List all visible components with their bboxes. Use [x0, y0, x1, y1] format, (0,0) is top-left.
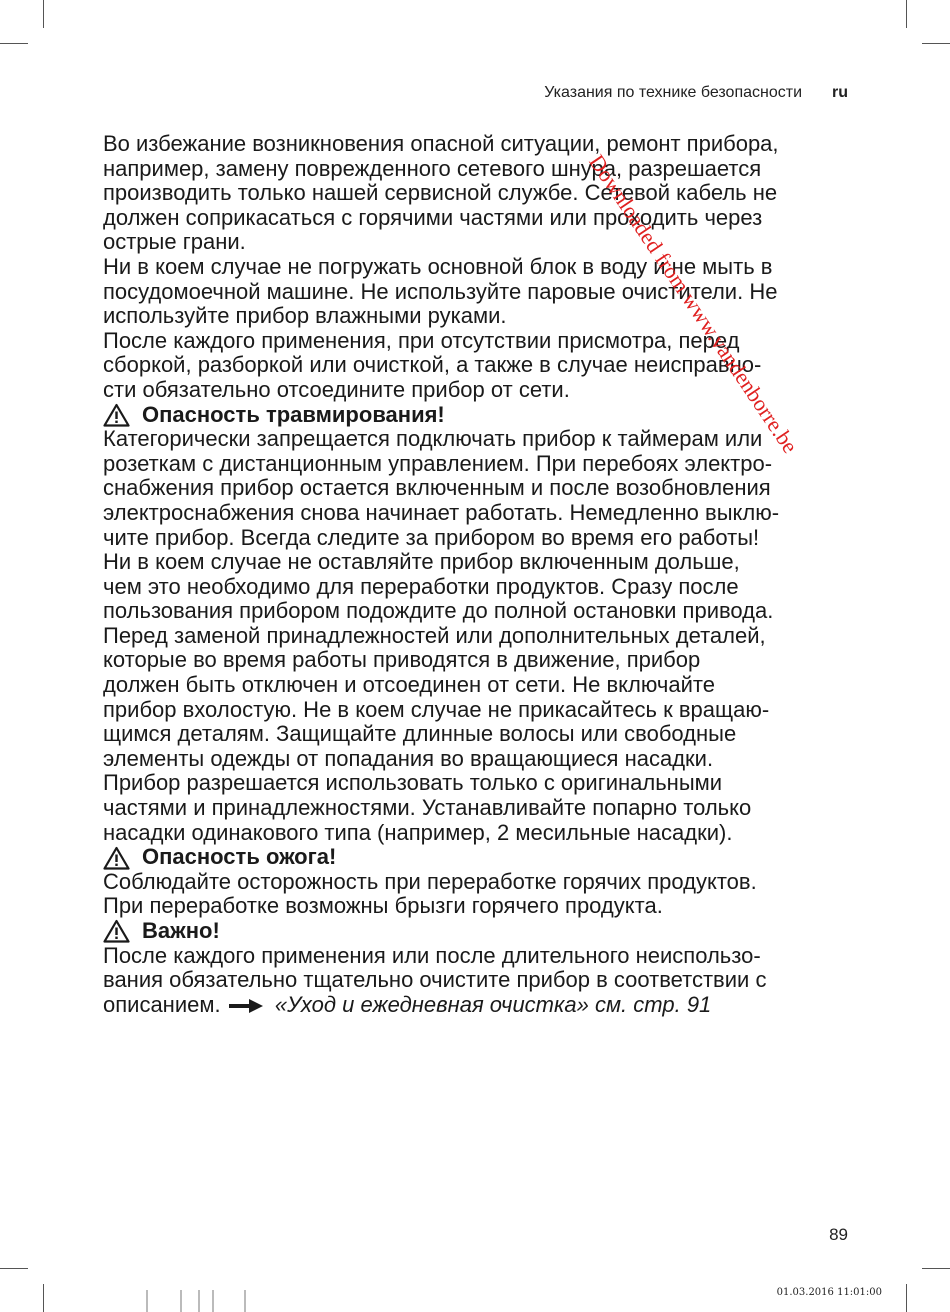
text-line: чем это необходимо для переработки продуктов. Сразу после — [103, 573, 739, 599]
text-line: острые грани. — [103, 229, 246, 255]
crop-mark — [906, 0, 907, 28]
warning-triangle-icon — [103, 846, 130, 870]
text-line: При переработке возможны брызги горячего продукта. — [103, 893, 663, 919]
injury-warning-heading — [103, 403, 855, 428]
text-line: сти обязательно отсоедините прибор от сети. — [103, 376, 570, 402]
text-line: вания обязательно тщательно очистите прибор в соответствии с — [103, 967, 767, 993]
crop-mark — [43, 1284, 44, 1312]
text-line: прибор вхолостую. Не в коем случае не прикасайтесь к вращаю- — [103, 696, 770, 722]
arrow-right-icon — [229, 999, 263, 1013]
crop-mark — [0, 43, 28, 44]
warning-triangle-icon — [103, 919, 130, 943]
text-line: После каждого применения, при отсутствии присмотра, перед — [103, 327, 740, 353]
text-line: насадки одинакового типа (например, 2 месильные насадки). — [103, 819, 733, 845]
crop-mark — [43, 0, 44, 28]
page-number: 89 — [829, 1225, 848, 1244]
print-timestamp: 01.03.2016 11:01:00 — [776, 1287, 882, 1298]
download-watermark: Downloaded from www.vandenborre.be — [584, 150, 804, 458]
text-line: посудомоечной машине. Не используйте паровые очистители. Не — [103, 278, 778, 304]
page-header — [0, 84, 848, 102]
text-line: После каждого применения или после длительного неиспользо- — [103, 942, 761, 968]
text-line: розеткам с дистанционным управлением. При перебоях электро- — [103, 450, 773, 476]
text-line: электроснабжения снова начинает работать. Немедленно выклю- — [103, 499, 780, 525]
important-heading-text: Важно! — [142, 918, 220, 943]
injury-heading-text: Опасность травмирования! — [142, 401, 445, 427]
crop-mark — [0, 1268, 28, 1269]
text-line: например, замену поврежденного сетевого шнура, разрешается — [103, 155, 762, 181]
important-paragraph — [103, 944, 855, 1018]
text-line: Перед заменой принадлежностей или дополнительных деталей, — [103, 622, 766, 648]
text-line: описанием. — [103, 991, 221, 1017]
text-line: щимся деталям. Защищайте длинные волосы или свободные — [103, 721, 737, 747]
text-line: должен соприкасаться с горячими частями или проходить через — [103, 204, 763, 230]
injury-paragraph — [103, 427, 855, 845]
section-title: Указания по технике безопасности — [544, 84, 802, 101]
document-body — [103, 132, 855, 1017]
crop-mark — [922, 43, 950, 44]
text-line: частями и принадлежностями. Устанавливайте попарно только — [103, 795, 752, 821]
burn-heading-text: Опасность ожога! — [142, 844, 337, 870]
page-reference-link[interactable]: «Уход и ежедневная очистка» см. стр. 91 — [274, 991, 712, 1017]
crop-mark — [906, 1284, 907, 1312]
text-line: Соблюдайте осторожность при переработке горячих продуктов. — [103, 868, 757, 894]
text-line: Ни в коем случае не оставляйте прибор включенным дольше, — [103, 549, 740, 575]
important-heading — [103, 919, 855, 944]
text-line: Ни в коем случае не погружать основной блок в воду и не мыть в — [103, 253, 773, 279]
text-line: Прибор разрешается использовать только с оригинальными — [103, 770, 723, 796]
text-line: чите прибор. Всегда следите за прибором во время его работы! — [103, 524, 760, 550]
text-line: должен быть отключен и отсоединен от сети. Не включайте — [103, 672, 715, 698]
reference-line — [103, 993, 855, 1018]
text-line: которые во время работы приводятся в движение, прибор — [103, 647, 701, 673]
text-line: сборкой, разборкой или очисткой, а также в случае неисправно- — [103, 352, 762, 378]
text-line: Категорически запрещается подключать прибор к таймерам или — [103, 426, 763, 452]
language-code: ru — [832, 84, 848, 101]
text-line: снабжения прибор остается включенным и после возобновления — [103, 475, 771, 501]
text-line: Во избежание возникновения опасной ситуации, ремонт прибора, — [103, 131, 779, 156]
warning-triangle-icon — [103, 403, 130, 427]
burn-paragraph — [103, 870, 855, 919]
text-line: используйте прибор влажными руками. — [103, 303, 507, 329]
text-line: производить только нашей сервисной службе. Сетевой кабель не — [103, 180, 778, 206]
crop-mark — [922, 1268, 950, 1269]
text-line: пользования прибором подождите до полной остановки привода. — [103, 598, 774, 624]
burn-warning-heading — [103, 845, 855, 870]
text-line: элементы одежды от попадания во вращающиеся насадки. — [103, 745, 714, 771]
